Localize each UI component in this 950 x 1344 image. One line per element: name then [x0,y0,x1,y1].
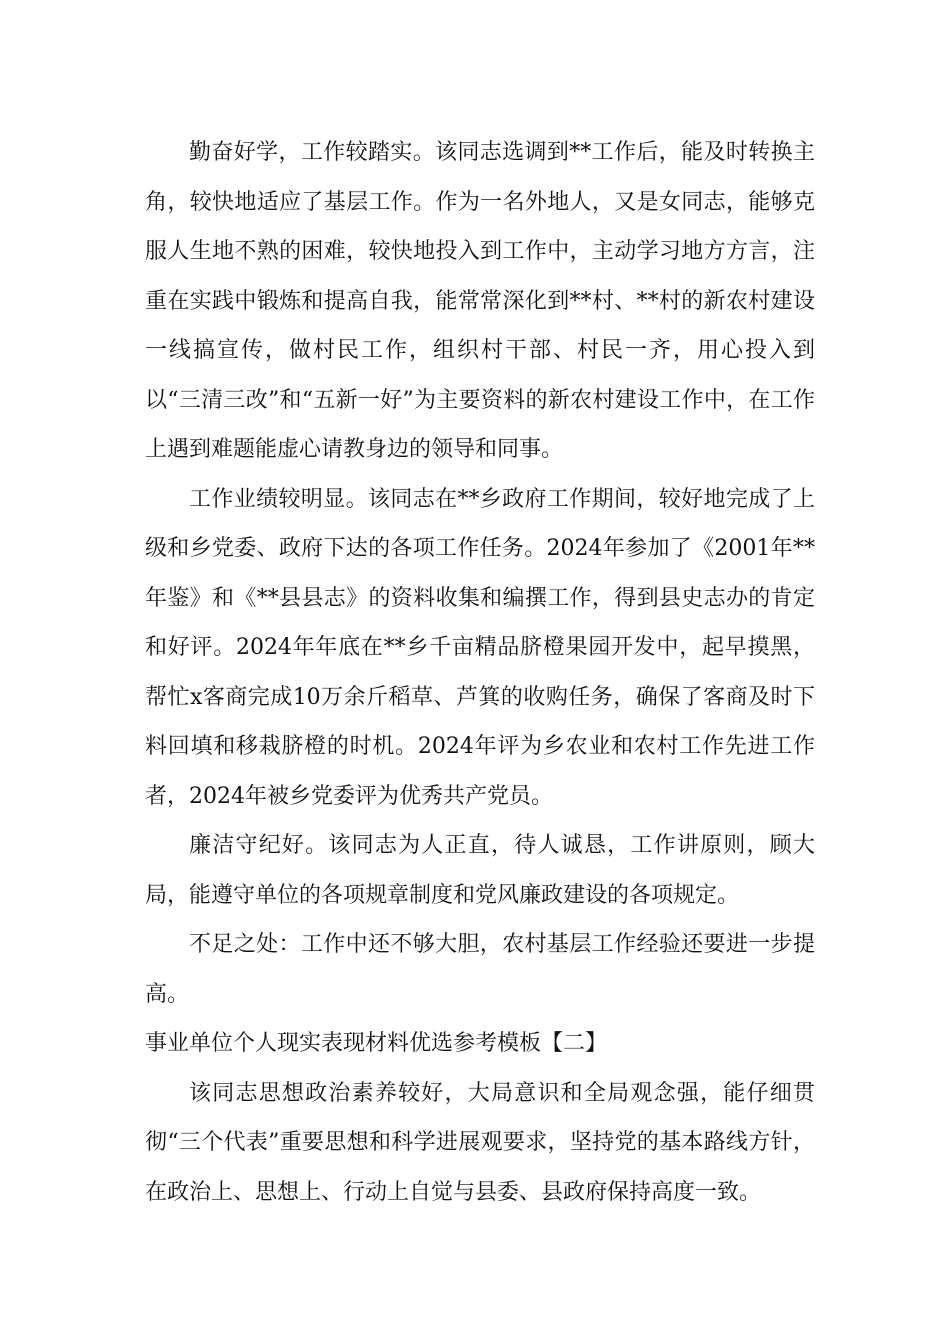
paragraph-diligence: 勤奋好学，工作较踏实。该同志选调到**工作后，能及时转换主角，较快地适应了基层工作。作为一名外地人，又是女同志，能够克服人生地不熟的困难，较快地投入到工作中，主动学习地方方言，注重在实践中锻炼和提高自我，能常常深化到**村、**村的新农村建设一线搞宣传，做村民工作，组织村干部、村民一齐，用心投入到以“三清三改”和“五新一好”为主要资料的新农村建设工作中，在工作上遇到难题能虚心请教身边的领导和同事。 [145,140,815,462]
paragraph-shortcomings: 不足之处：工作中还不够大胆，农村基层工作经验还要进一步提高。 [145,932,815,1007]
paragraph-integrity: 廉洁守纪好。该同志为人正直，待人诚恳，工作讲原则，顾大局，能遵守单位的各项规章制度和党风廉政建设的各项规定。 [145,833,815,908]
paragraph-political-quality: 该同志思想政治素养较好，大局意识和全局观念强，能仔细贯彻“三个代表”重要思想和科学进展观要求，坚持党的基本路线方针，在政治上、思想上、行动上自觉与县委、县政府保持高度一致。 [145,1080,815,1205]
document-body [145,128,815,1217]
paragraph-performance: 工作业绩较明显。该同志在**乡政府工作期间，较好地完成了上级和乡党委、政府下达的各项工作任务。2024年参加了《2001年**年鉴》和《**县县志》的资料收集和编撰工作，得到县史志办的肯定和好评。2024年年底在**乡千亩精品脐橙果园开发中，起早摸黑，帮忙x客商完成10万余斤稻草、芦箕的收购任务，确保了客商及时下料回填和移栽脐橙的时机。2024年评为乡农业和农村工作先进工作者，2024年被乡党委评为优秀共产党员。 [145,486,815,809]
section-heading: 事业单位个人现实表现材料优选参考模板【二】 [145,1031,608,1056]
